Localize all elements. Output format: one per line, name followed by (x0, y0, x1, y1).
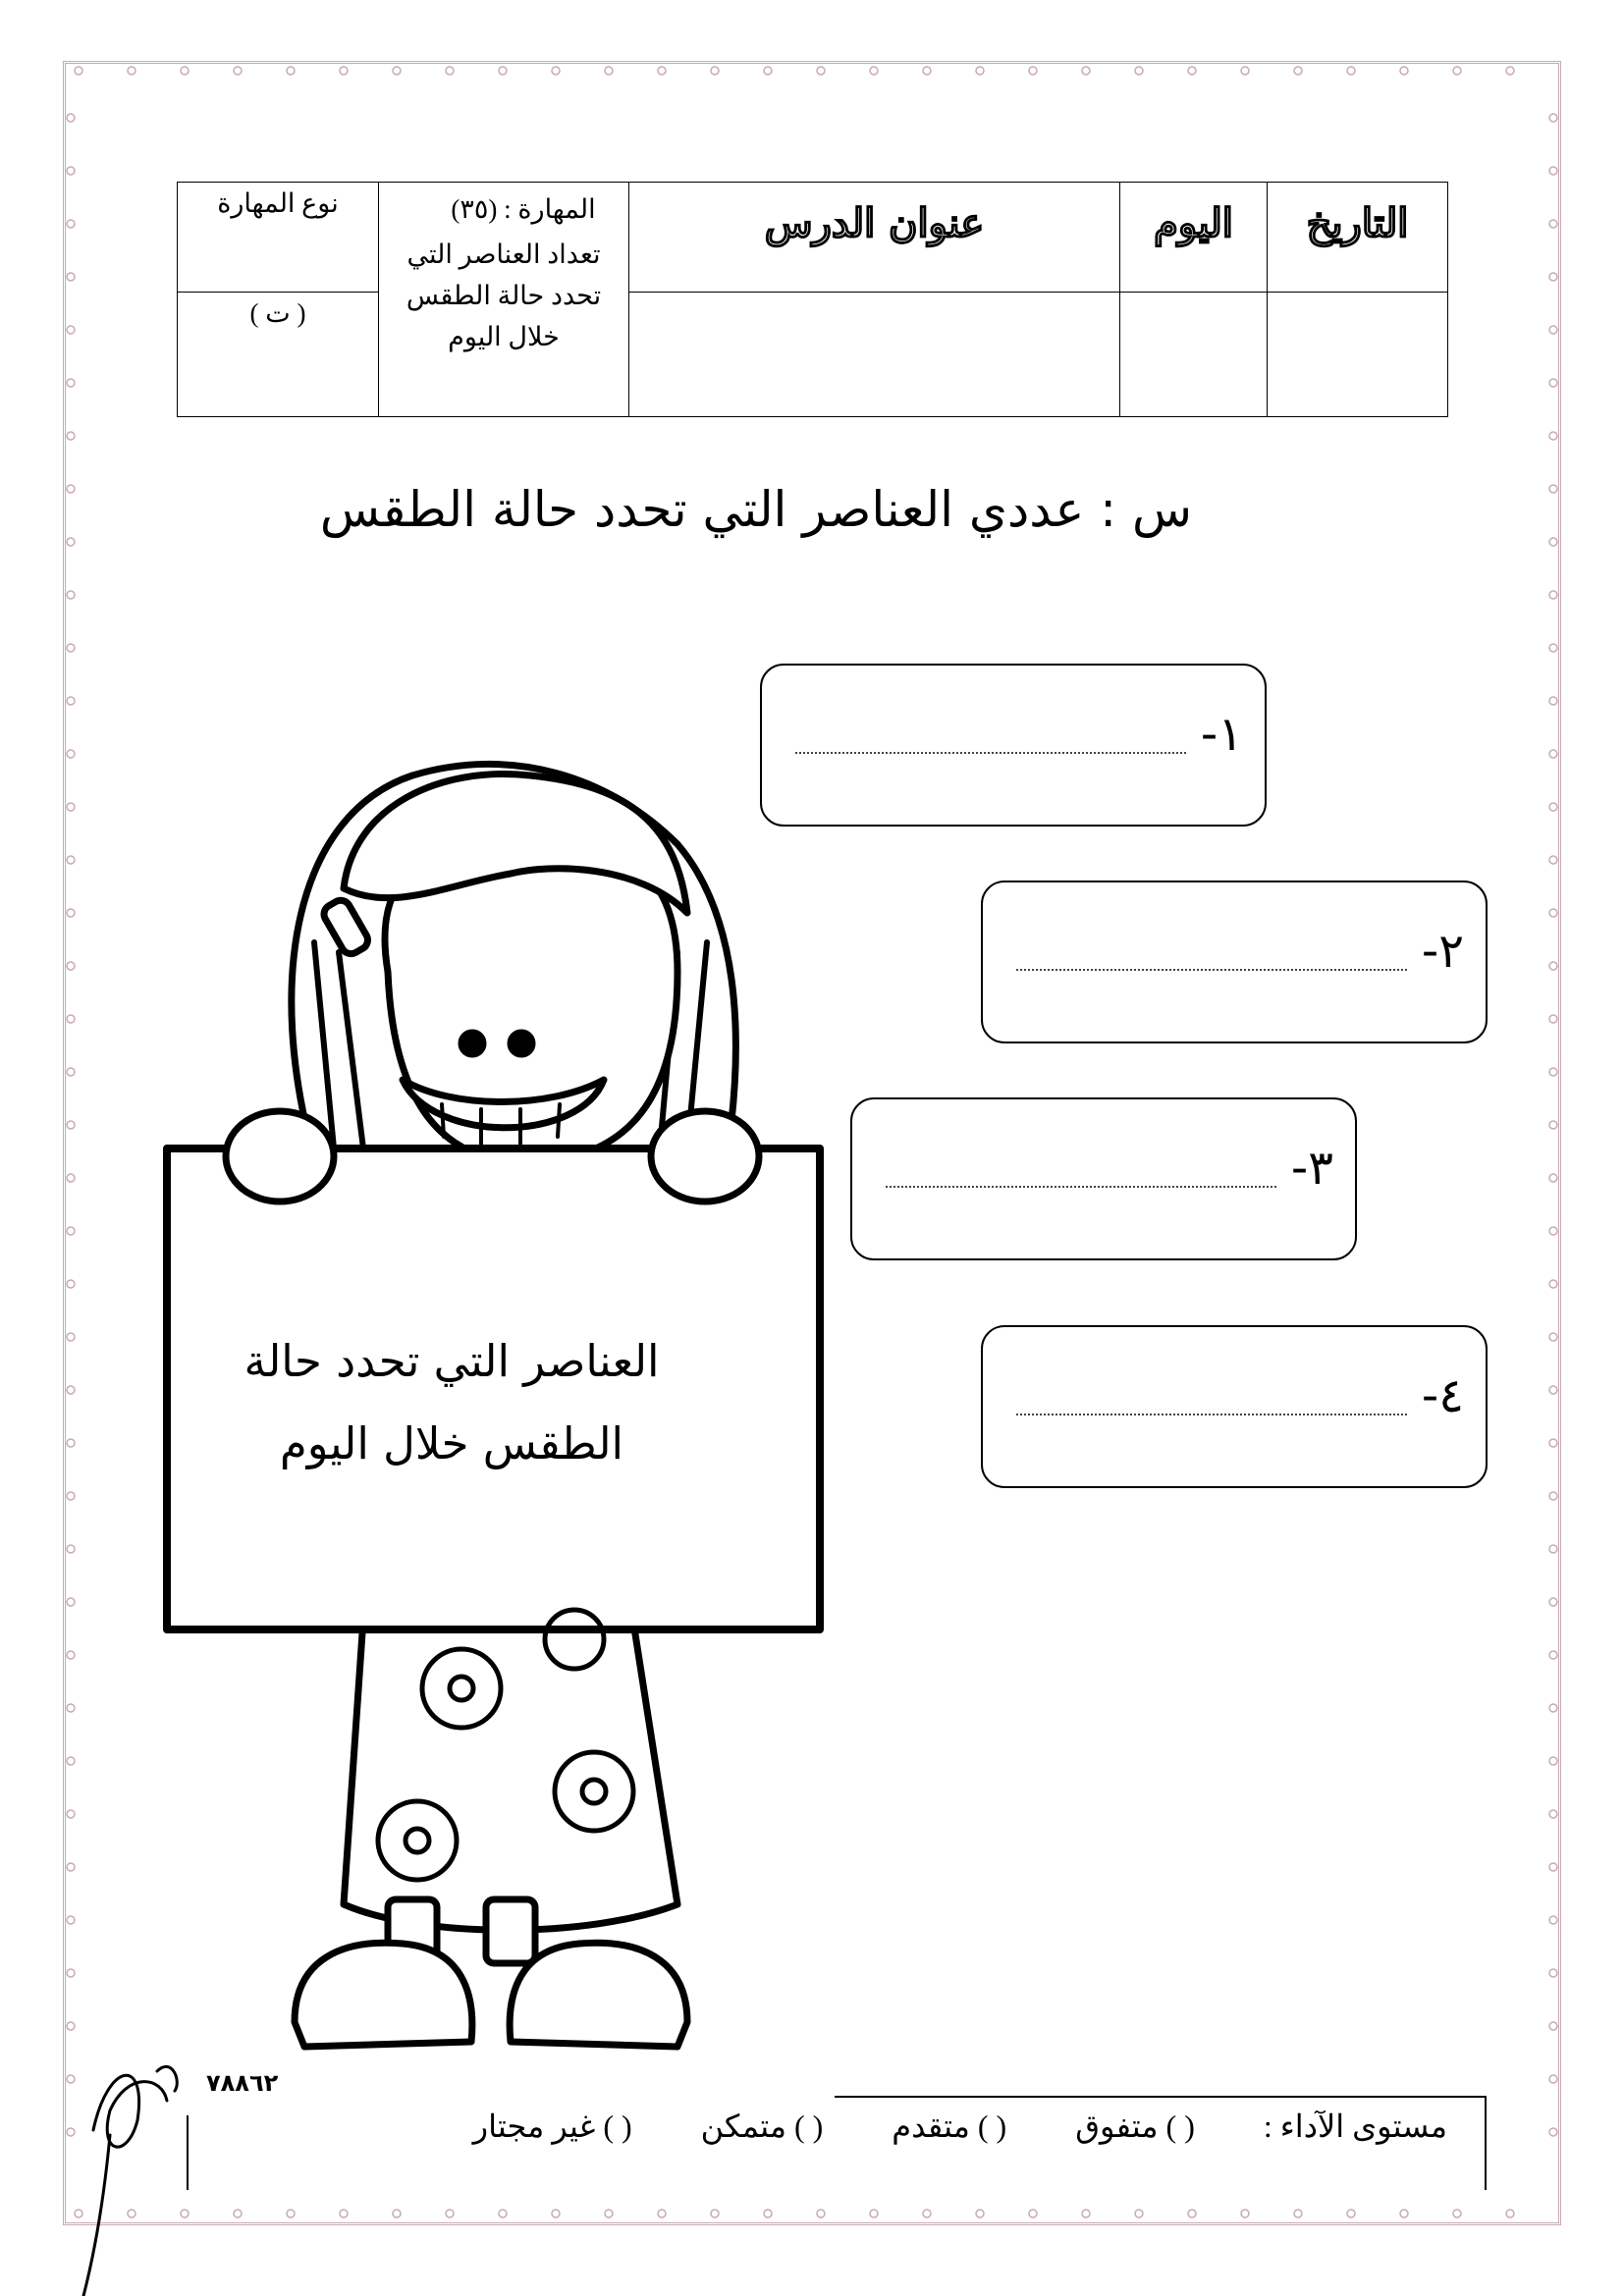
skill-type-label: نوع المهارة (178, 183, 379, 293)
level-advanced[interactable]: ( ) متقدم (892, 2109, 1007, 2144)
skill-text: تعداد العناصر التي تحدد حالة الطقس خلال اليوم (406, 240, 602, 351)
day-label: اليوم (1120, 183, 1268, 293)
skill-type-value: ( ت ) (178, 293, 379, 417)
date-label: التاريخ (1268, 183, 1448, 293)
level-not-passed[interactable]: ( ) غير مجتار (472, 2109, 632, 2144)
answer-number: ١- (1200, 707, 1243, 762)
lesson-title-label: عنوان الدرس (629, 183, 1120, 293)
answer-number: ٣- (1290, 1141, 1333, 1196)
level-proficient[interactable]: ( ) متمكن (700, 2109, 824, 2144)
answer-number: ٤- (1421, 1368, 1464, 1423)
skill-label: المهارة : (٣٥) (451, 194, 596, 224)
answer-number: ٢- (1421, 924, 1464, 979)
sign-text: العناصر التي تحدد حالة الطقس خلال اليوم (244, 1335, 660, 1469)
question-text: س : عددي العناصر التي تحدد حالة الطقس (319, 481, 1192, 538)
performance-label: مستوى الآداء : (1263, 2109, 1447, 2144)
level-excellent[interactable]: ( ) متفوق (1075, 2109, 1195, 2144)
document-code: ٧٨٨٦٢ (206, 2069, 279, 2097)
